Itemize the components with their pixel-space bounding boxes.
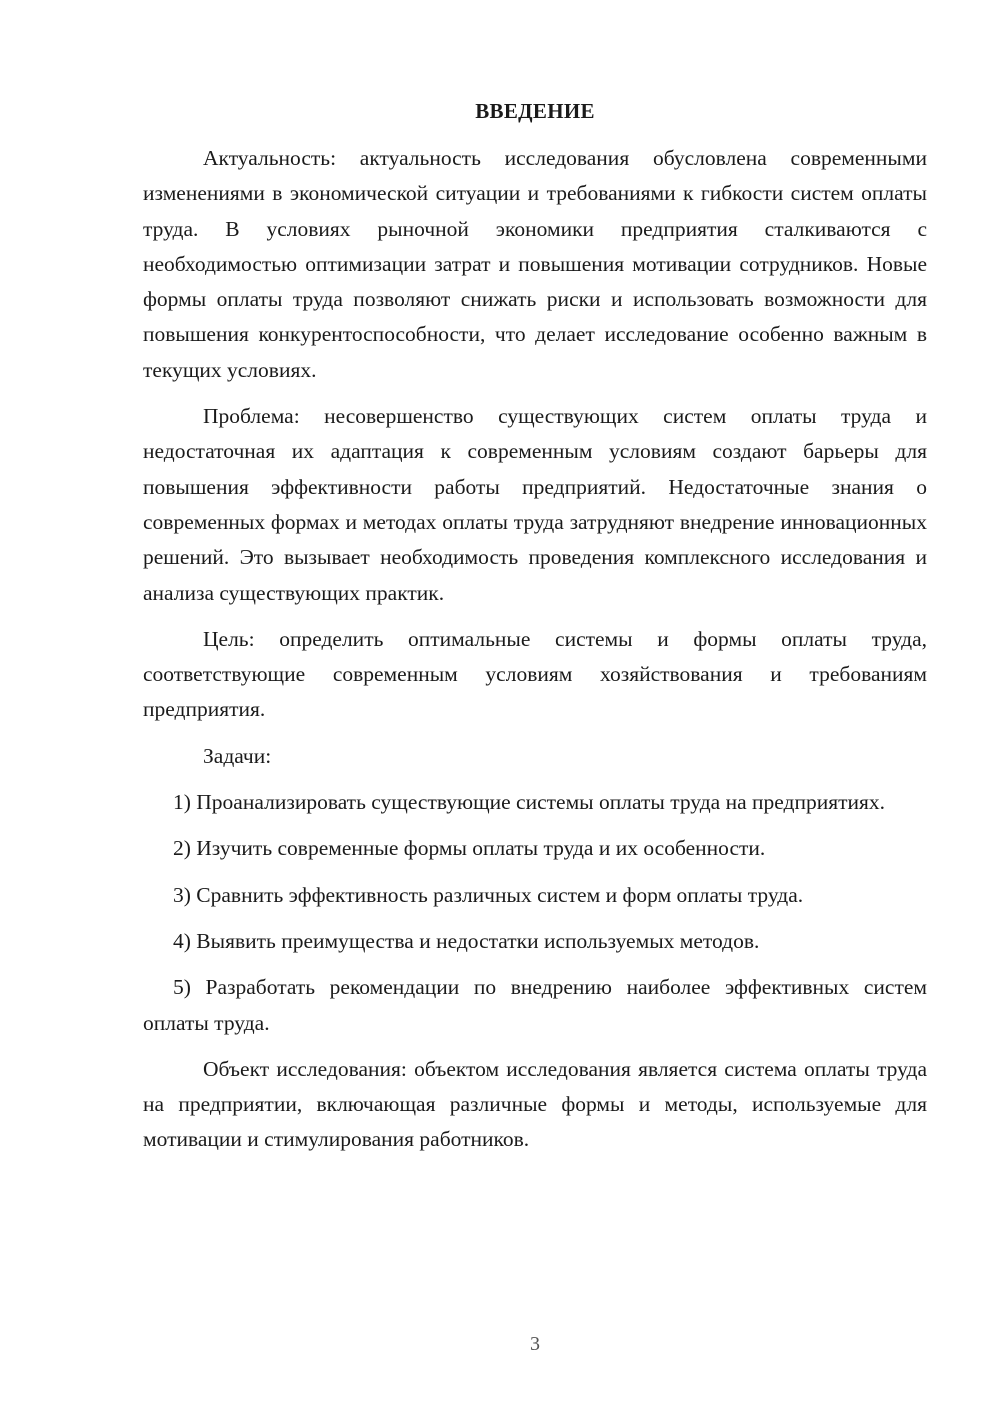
paragraph-goal: Цель: определить оптимальные системы и формы оплаты труда, соответствующие современным условиям хозяйствования и требованиям предприятия.	[143, 626, 927, 722]
task-item-4: 4) Выявить преимущества и недостатки используемых методов.	[173, 928, 760, 953]
paragraph-relevance: Актуальность: актуальность исследования обусловлена современными изменениями в экономической ситуации и требованиями к гибкости систем оплаты труда. В условиях рыночной экономики предприятия сталкиваются с необходимостью оптимизации затрат и повышения мотивации сотрудников. Новые формы оплаты труда позволяют снижать риски и использовать возможности для повышения конкурентоспособности, что делает исследование особенно важным в текущих условиях.	[143, 146, 927, 382]
paragraph-object: Объект исследования: объектом исследования является система оплаты труда на предприятии, включающая различные формы и методы, используемые для мотивации и стимулирования работников.	[143, 1056, 927, 1152]
page-number: 3	[530, 1333, 540, 1355]
paragraph-problem: Проблема: несовершенство существующих систем оплаты труда и недостаточная их адаптация к современным условиям создают барьеры для повышения эффективности работы предприятий. Недостаточные знания о современных формах и методах оплаты труда затрудняют внедрение инновационных решений. Это вызывает необходимость проведения комплексного исследования и анализа существующих практик.	[143, 404, 927, 605]
task-item-5: 5) Разработать рекомендации по внедрению наиболее эффективных систем оплаты труда.	[143, 975, 927, 1035]
tasks-list	[143, 785, 927, 1041]
task-item-2: 2) Изучить современные формы оплаты труда и их особенности.	[173, 836, 766, 861]
document-page	[143, 96, 927, 1169]
task-item-3: 3) Сравнить эффективность различных систем и форм оплаты труда.	[173, 882, 804, 907]
section-title: ВВЕДЕНИЕ	[475, 99, 595, 123]
tasks-label: Задачи:	[203, 743, 272, 768]
task-item-1: 1) Проанализировать существующие системы оплаты труда на предприятиях.	[173, 790, 886, 815]
